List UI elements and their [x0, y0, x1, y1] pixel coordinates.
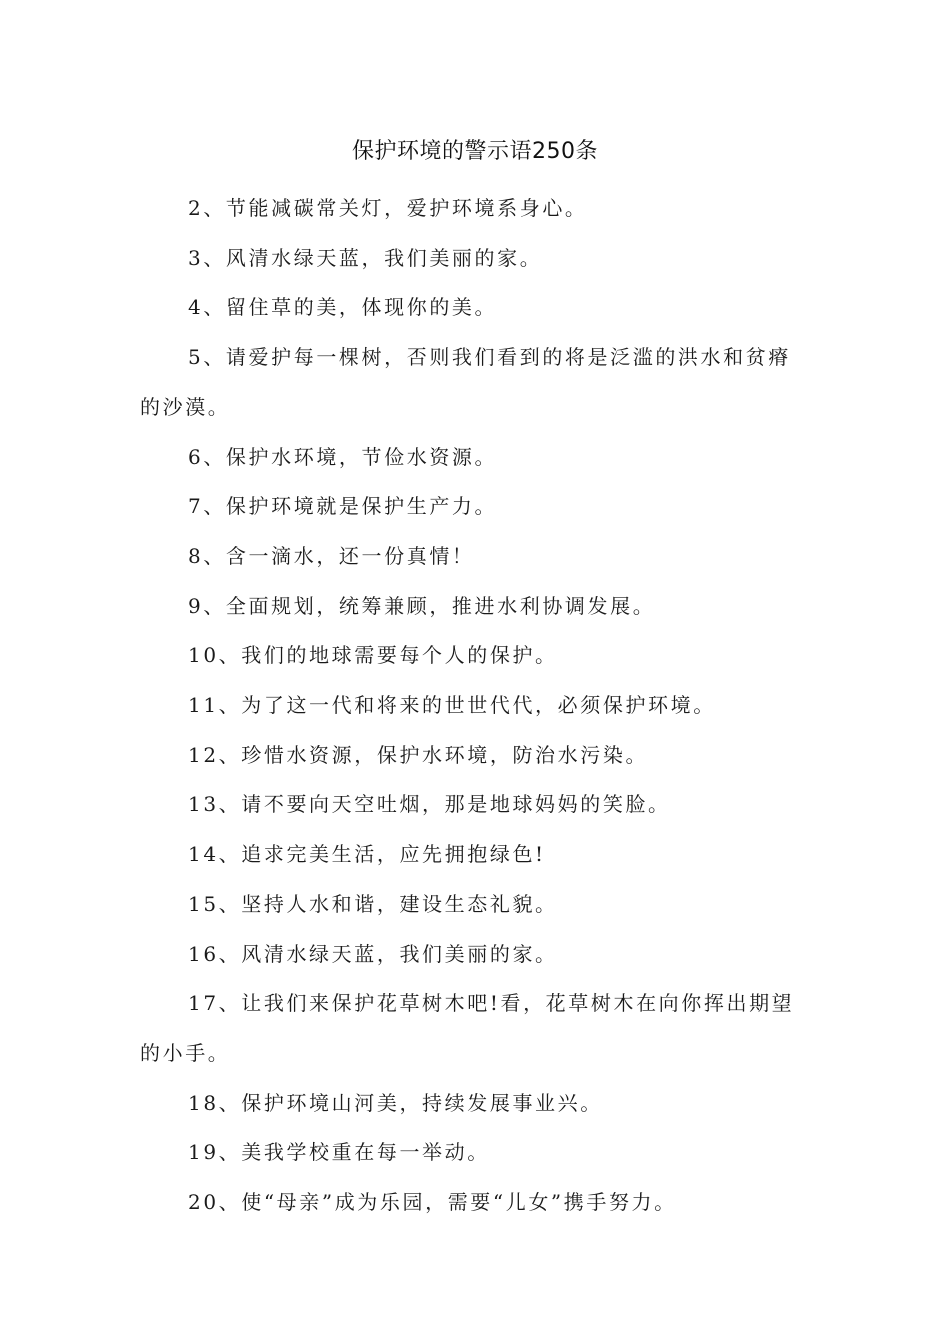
- slogan-item: 19、美我学校重在每一举动。: [188, 1140, 490, 1165]
- slogan-item: 6、保护水环境，节俭水资源。: [188, 444, 498, 469]
- slogan-item: 14、追求完美生活，应先拥抱绿色!: [188, 842, 546, 867]
- slogan-item: 15、坚持人水和谐，建设生态礼貌。: [188, 891, 558, 916]
- slogan-item: 3、风清水绿天蓝，我们美丽的家。: [188, 245, 543, 270]
- slogan-item: 12、珍惜水资源，保护水环境，防治水污染。: [188, 742, 649, 767]
- slogan-item: 8、含一滴水，还一份真情！: [188, 543, 475, 568]
- slogan-item: 4、留住草的美，体现你的美。: [188, 295, 498, 320]
- slogan-list: [140, 184, 812, 1228]
- slogan-item: 9、全面规划，统筹兼顾，推进水利协调发展。: [188, 593, 656, 618]
- slogan-item: 18、保护环境山河美，持续发展事业兴。: [188, 1090, 603, 1115]
- slogan-item: 5、请爱护每一棵树，否则我们看到的将是泛滥的洪水和贫瘠的沙漠。: [140, 345, 791, 419]
- slogan-item: 17、让我们来保护花草树木吧!看，花草树木在向你挥出期望的小手。: [140, 991, 795, 1065]
- slogan-item: 13、请不要向天空吐烟，那是地球妈妈的笑脸。: [188, 792, 671, 817]
- slogan-item: 7、保护环境就是保护生产力。: [188, 494, 498, 519]
- document-title: 保护环境的警示语250条: [352, 139, 598, 164]
- slogan-item: 11、为了这一代和将来的世世代代，必须保护环境。: [188, 693, 716, 718]
- slogan-item: 20、使“母亲”成为乐园，需要“儿女”携手努力。: [188, 1190, 677, 1215]
- slogan-item: 16、风清水绿天蓝，我们美丽的家。: [188, 941, 558, 966]
- slogan-item: 2、节能减碳常关灯，爱护环境系身心。: [188, 196, 588, 220]
- slogan-item: 10、我们的地球需要每个人的保护。: [188, 643, 558, 668]
